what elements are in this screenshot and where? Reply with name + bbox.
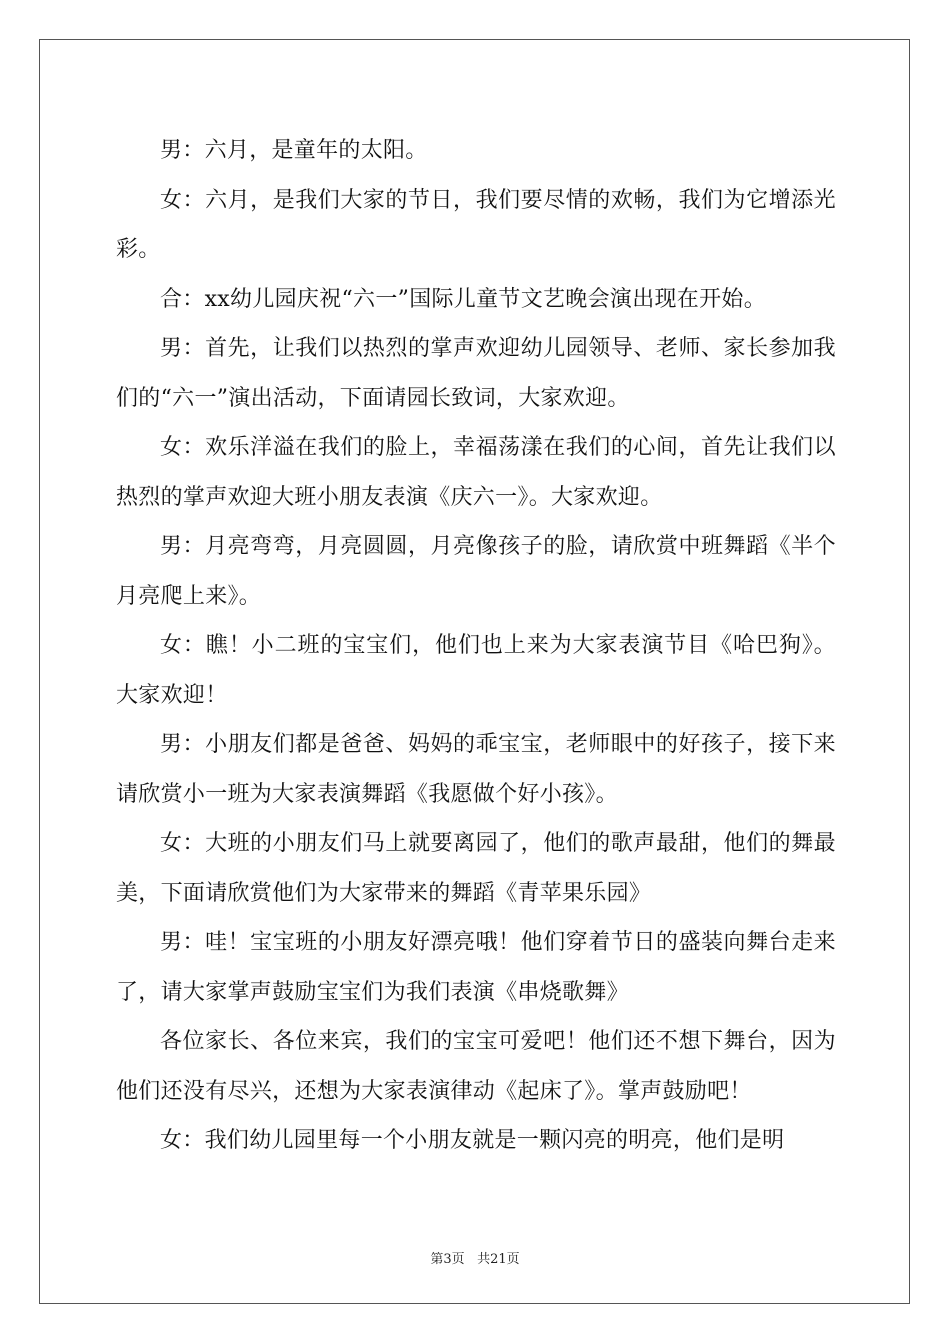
page-footer <box>0 1248 950 1267</box>
paragraph: 男：月亮弯弯，月亮圆圆，月亮像孩子的脸，请欣赏中班舞蹈《半个月亮爬上来》。 <box>116 534 836 609</box>
document-body <box>116 126 836 1166</box>
paragraph: 女：六月，是我们大家的节日，我们要尽情的欢畅，我们为它增添光彩。 <box>116 187 836 262</box>
paragraph: 男：六月，是童年的太阳。 <box>160 138 428 163</box>
paragraph: 男：首先，让我们以热烈的掌声欢迎幼儿园领导、老师、家长参加我们的“六一”演出活动，下面请园长致词，大家欢迎。 <box>116 336 836 411</box>
paragraph: 合：xx幼儿园庆祝“六一”国际儿童节文艺晚会演出现在开始。 <box>160 286 767 312</box>
paragraph: 女：大班的小朋友们马上就要离园了，他们的歌声最甜，他们的舞最美，下面请欣赏他们为大家带来的舞蹈《青苹果乐园》 <box>116 831 836 906</box>
page-number: 第3页 <box>430 1252 465 1267</box>
paragraph: 男：小朋友们都是爸爸、妈妈的乖宝宝，老师眼中的好孩子，接下来请欣赏小一班为大家表演舞蹈《我愿做个好小孩》。 <box>116 732 836 807</box>
paragraph: 女：我们幼儿园里每一个小朋友就是一颗闪亮的明亮，他们是明 <box>160 1128 785 1153</box>
paragraph: 男：哇！宝宝班的小朋友好漂亮哦！他们穿着节日的盛装向舞台走来了，请大家掌声鼓励宝宝们为我们表演《串烧歌舞》 <box>116 930 836 1005</box>
paragraph: 各位家长、各位来宾，我们的宝宝可爱吧！他们还不想下舞台，因为他们还没有尽兴，还想为大家表演律动《起床了》。掌声鼓励吧！ <box>116 1029 836 1104</box>
total-pages: 共21页 <box>477 1252 520 1267</box>
paragraph: 女：欢乐洋溢在我们的脸上，幸福荡漾在我们的心间，首先让我们以热烈的掌声欢迎大班小朋友表演《庆六一》。大家欢迎。 <box>116 435 836 510</box>
paragraph: 女：瞧！小二班的宝宝们，他们也上来为大家表演节目《哈巴狗》。大家欢迎！ <box>116 633 836 708</box>
